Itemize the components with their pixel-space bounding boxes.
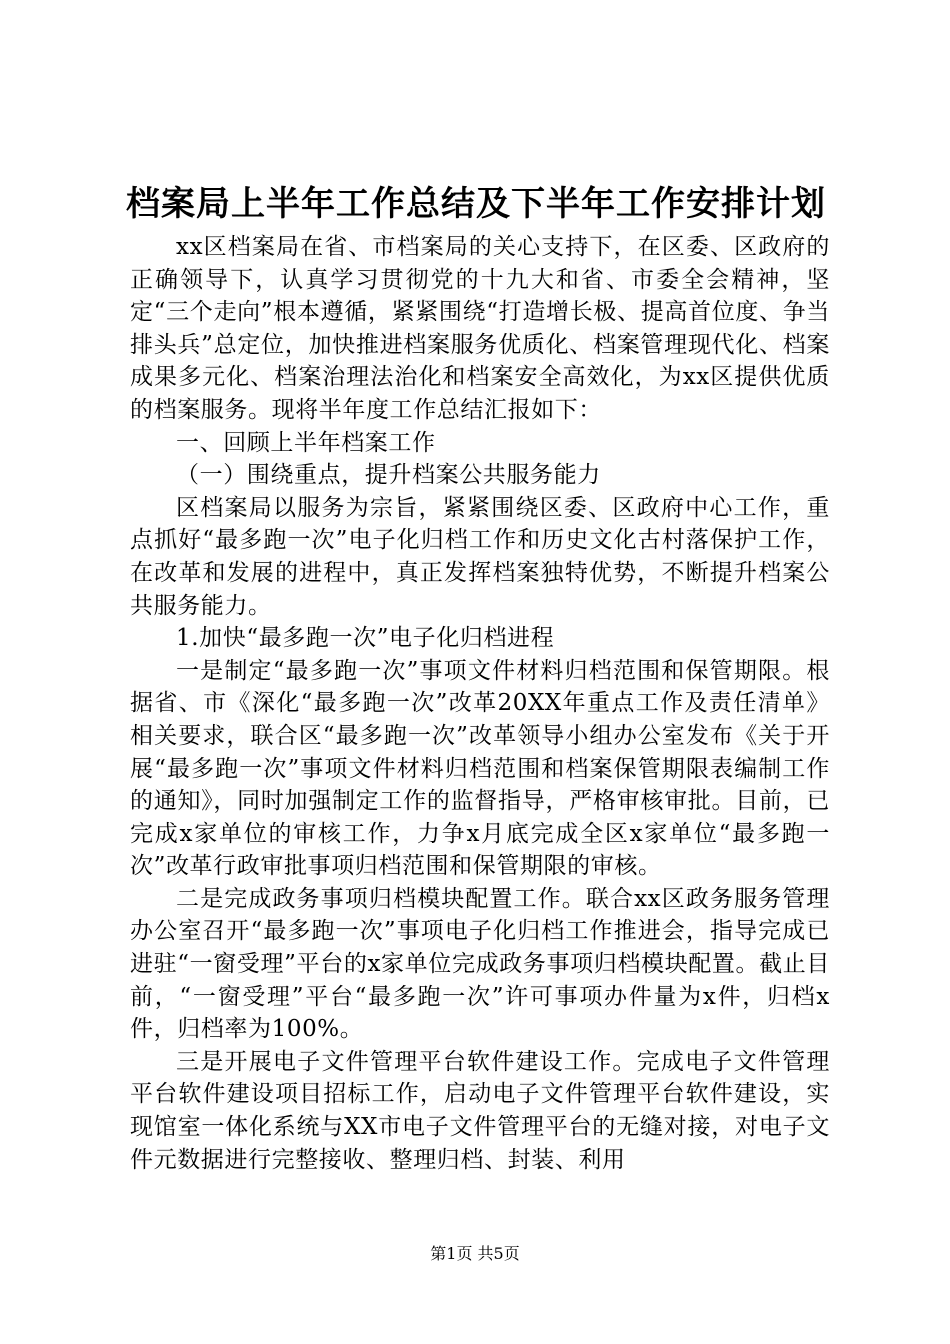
body-paragraph: 三是开展电子文件管理平台软件建设工作。完成电子文件管理平台软件建设项目招标工作，启动电子文件管理平台软件建设，实现馆室一体化系统与XX市电子文件管理平台的无缝对接，对电子文件元数据进行完整接收、整理归档、封装、利用 <box>130 1048 830 1173</box>
intro-paragraph: xx区档案局在省、市档案局的关心支持下，在区委、区政府的正确领导下，认真学习贯彻党的十九大和省、市委全会精神，坚定“三个走向”根本遵循，紧紧围绕“打造增长极、提高首位度、争当排头兵”总定位，加快推进档案服务优质化、档案管理现代化、档案成果多元化、档案治理法治化和档案安全高效化，为xx区提供优质的档案服务。现将半年度工作总结汇报如下： <box>130 234 830 423</box>
document-title: 档案局上半年工作总结及下半年工作安排计划 <box>126 184 826 224</box>
subsection-heading-1: （一）围绕重点，提升档案公共服务能力 <box>176 462 601 489</box>
body-paragraph: 二是完成政务事项归档模块配置工作。联合xx区政务服务管理办公室召开“最多跑一次”事项电子化归档工作推进会，指导完成已进驻“一窗受理”平台的x家单位完成政务事项归档模块配置。截止目前，“一窗受理”平台“最多跑一次”许可事项办件量为x件，归档x件，归档率为100%。 <box>130 885 830 1043</box>
body-paragraph: 一是制定“最多跑一次”事项文件材料归档范围和保管期限。根据省、市《深化“最多跑一次”改革20XX年重点工作及责任清单》相关要求，联合区“最多跑一次”改革领导小组办公室发布《关于开展“最多跑一次”事项文件材料归档范围和档案保管期限表编制工作的通知》，同时加强制定工作的监督指导，严格审核审批。目前，已完成x家单位的审核工作，力争x月底完成全区x家单位“最多跑一次”改革行政审批事项归档范围和保管期限的审核。 <box>130 657 830 880</box>
body-paragraph: 区档案局以服务为宗旨，紧紧围绕区委、区政府中心工作，重点抓好“最多跑一次”电子化归档工作和历史文化古村落保护工作，在改革和发展的进程中，真正发挥档案独特优势，不断提升档案公共服务能力。 <box>130 494 830 619</box>
section-heading-1: 一、回顾上半年档案工作 <box>176 429 436 456</box>
page-number-footer: 第1页 共5页 <box>430 1244 520 1263</box>
document-body <box>130 231 830 1176</box>
item-heading-1: 1.加快“最多跑一次”电子化归档进程 <box>176 625 555 652</box>
